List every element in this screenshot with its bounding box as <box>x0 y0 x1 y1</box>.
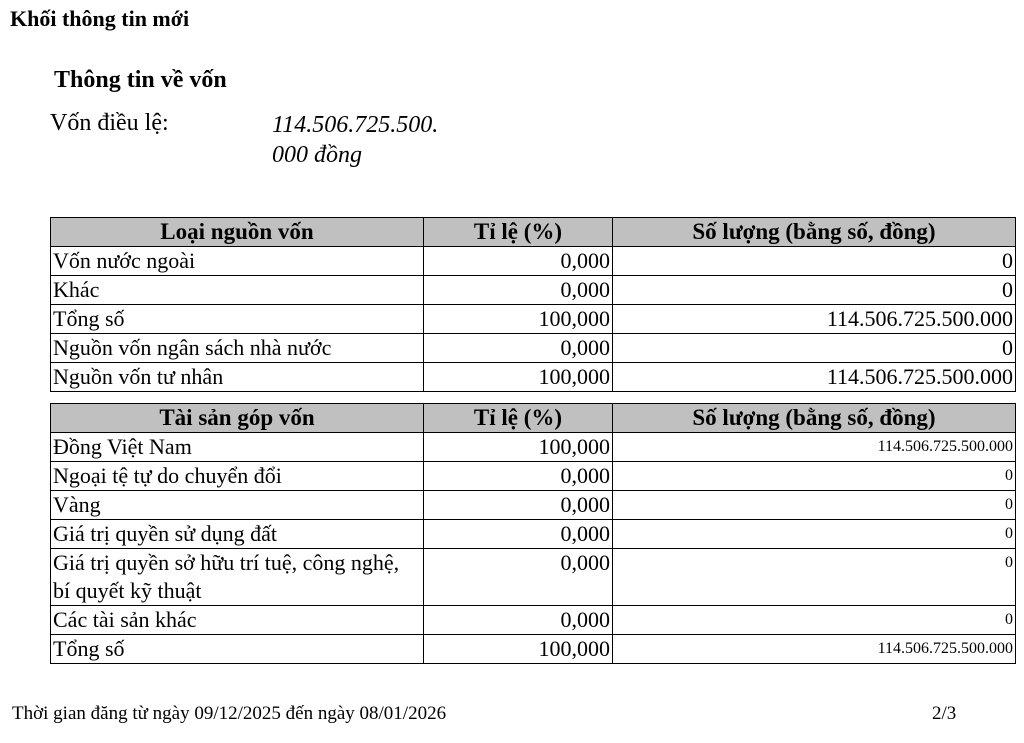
row-name: Đồng Việt Nam <box>51 433 424 462</box>
row-amount: 0 <box>613 276 1016 305</box>
row-amount: 114.506.725.500.000 <box>613 433 1016 462</box>
row-amount: 0 <box>613 520 1016 549</box>
row-amount: 114.506.725.500.000 <box>613 305 1016 334</box>
row-name: Vốn nước ngoài <box>51 247 424 276</box>
column-header: Số lượng (bằng số, đồng) <box>613 218 1016 247</box>
table-row <box>51 305 1016 334</box>
row-amount: 0 <box>613 247 1016 276</box>
row-name: Ngoại tệ tự do chuyển đổi <box>51 462 424 491</box>
table-row <box>51 334 1016 363</box>
row-ratio: 0,000 <box>424 276 613 305</box>
table-header-row <box>51 218 1016 247</box>
row-ratio: 0,000 <box>424 462 613 491</box>
table-row <box>51 433 1016 462</box>
table-row <box>51 363 1016 392</box>
table-row <box>51 462 1016 491</box>
row-amount: 114.506.725.500.000 <box>613 635 1016 664</box>
row-name: Tổng số <box>51 305 424 334</box>
row-ratio: 0,000 <box>424 334 613 363</box>
row-ratio: 100,000 <box>424 305 613 334</box>
row-name: Các tài sản khác <box>51 606 424 635</box>
row-ratio: 0,000 <box>424 247 613 276</box>
row-ratio: 0,000 <box>424 520 613 549</box>
column-header: Tài sản góp vốn <box>51 404 424 433</box>
column-header: Loại nguồn vốn <box>51 218 424 247</box>
table-row <box>51 276 1016 305</box>
row-name: Tổng số <box>51 635 424 664</box>
capital-sources-table <box>50 217 1016 392</box>
table-header-row <box>51 404 1016 433</box>
row-amount: 0 <box>613 334 1016 363</box>
row-ratio: 100,000 <box>424 363 613 392</box>
row-amount: 0 <box>613 549 1016 606</box>
row-amount: 0 <box>613 491 1016 520</box>
charter-capital-label: Vốn điều lệ: <box>50 110 169 136</box>
row-name: Giá trị quyền sử dụng đất <box>51 520 424 549</box>
table-row <box>51 520 1016 549</box>
row-name: Vàng <box>51 491 424 520</box>
charter-capital-value <box>272 110 492 170</box>
column-header: Tỉ lệ (%) <box>424 218 613 247</box>
contributed-assets-table <box>50 403 1016 664</box>
table-row <box>51 549 1016 606</box>
row-ratio: 0,000 <box>424 549 613 606</box>
block-title: Khối thông tin mới <box>10 6 190 31</box>
table-row <box>51 247 1016 276</box>
row-name: Khác <box>51 276 424 305</box>
section-title: Thông tin về vốn <box>54 67 227 93</box>
row-name: Nguồn vốn ngân sách nhà nước <box>51 334 424 363</box>
row-ratio: 0,000 <box>424 606 613 635</box>
row-ratio: 100,000 <box>424 635 613 664</box>
row-amount: 0 <box>613 462 1016 491</box>
row-name: Nguồn vốn tư nhân <box>51 363 424 392</box>
column-header: Tỉ lệ (%) <box>424 404 613 433</box>
row-ratio: 0,000 <box>424 491 613 520</box>
row-amount: 0 <box>613 606 1016 635</box>
row-name: Giá trị quyền sở hữu trí tuệ, công nghệ, bí quyết kỹ thuật <box>51 549 424 606</box>
row-amount: 114.506.725.500.000 <box>613 363 1016 392</box>
table-row <box>51 491 1016 520</box>
charter-capital-value-line1: 114.506.725.500. <box>272 112 439 138</box>
column-header: Số lượng (bằng số, đồng) <box>613 404 1016 433</box>
row-ratio: 100,000 <box>424 433 613 462</box>
table-row <box>51 606 1016 635</box>
page-number: 2/3 <box>932 703 957 724</box>
posting-period: Thời gian đăng từ ngày 09/12/2025 đến ngày 08/01/2026 <box>12 703 447 724</box>
charter-capital-value-line2: 000 đồng <box>272 142 362 168</box>
table-row <box>51 635 1016 664</box>
